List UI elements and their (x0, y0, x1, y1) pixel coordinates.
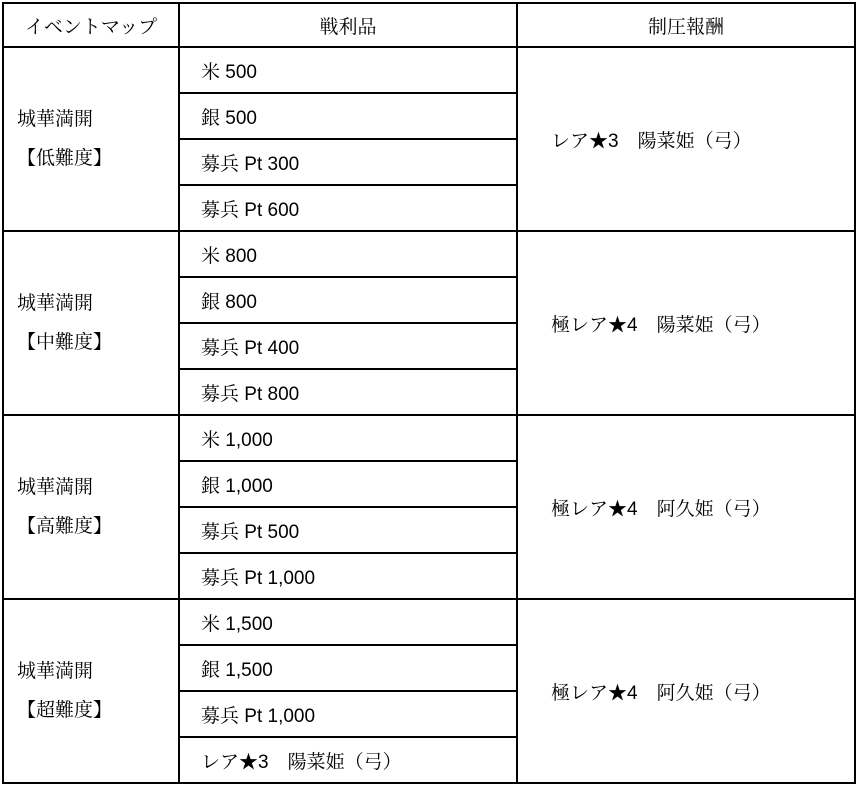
loot-cell: 銀 1,000 (179, 461, 517, 507)
loot-cell: 募兵 Pt 1,000 (179, 691, 517, 737)
event-map-name: 城華満開 (17, 109, 94, 130)
reward-cell-super: 極レア★4 阿久姫（弓） (517, 599, 855, 783)
loot-cell: 募兵 Pt 800 (179, 369, 517, 415)
event-map-name: 城華満開 (17, 293, 94, 314)
loot-cell: 募兵 Pt 300 (179, 139, 517, 185)
header-event-map: イベントマップ (3, 3, 179, 47)
event-map-difficulty: 【高難度】 (17, 516, 113, 537)
event-map-name: 城華満開 (17, 477, 94, 498)
event-map-cell-high (3, 415, 179, 599)
event-map-difficulty: 【超難度】 (17, 700, 113, 721)
table-row (3, 415, 855, 461)
loot-cell: 米 1,500 (179, 599, 517, 645)
table-header (3, 3, 855, 47)
reward-cell-low: レア★3 陽菜姫（弓） (517, 47, 855, 231)
header-row (3, 3, 855, 47)
event-map-difficulty: 【低難度】 (17, 148, 113, 169)
header-loot: 戦利品 (179, 3, 517, 47)
loot-cell: 米 800 (179, 231, 517, 277)
loot-cell: 銀 1,500 (179, 645, 517, 691)
event-map-cell-low (3, 47, 179, 231)
loot-cell: 米 500 (179, 47, 517, 93)
loot-cell: 銀 800 (179, 277, 517, 323)
table-row (3, 599, 855, 645)
loot-cell: レア★3 陽菜姫（弓） (179, 737, 517, 783)
loot-cell: 募兵 Pt 1,000 (179, 553, 517, 599)
event-map-cell-medium (3, 231, 179, 415)
table-body (3, 47, 855, 783)
event-map-name: 城華満開 (17, 661, 94, 682)
event-map-difficulty: 【中難度】 (17, 332, 113, 353)
loot-cell: 銀 500 (179, 93, 517, 139)
header-conquest-reward: 制圧報酬 (517, 3, 855, 47)
loot-cell: 募兵 Pt 400 (179, 323, 517, 369)
loot-cell: 募兵 Pt 500 (179, 507, 517, 553)
reward-cell-high: 極レア★4 阿久姫（弓） (517, 415, 855, 599)
loot-cell: 募兵 Pt 600 (179, 185, 517, 231)
loot-cell: 米 1,000 (179, 415, 517, 461)
table-row (3, 231, 855, 277)
table-row (3, 47, 855, 93)
event-reward-table (2, 2, 856, 784)
event-map-cell-super (3, 599, 179, 783)
reward-cell-medium: 極レア★4 陽菜姫（弓） (517, 231, 855, 415)
